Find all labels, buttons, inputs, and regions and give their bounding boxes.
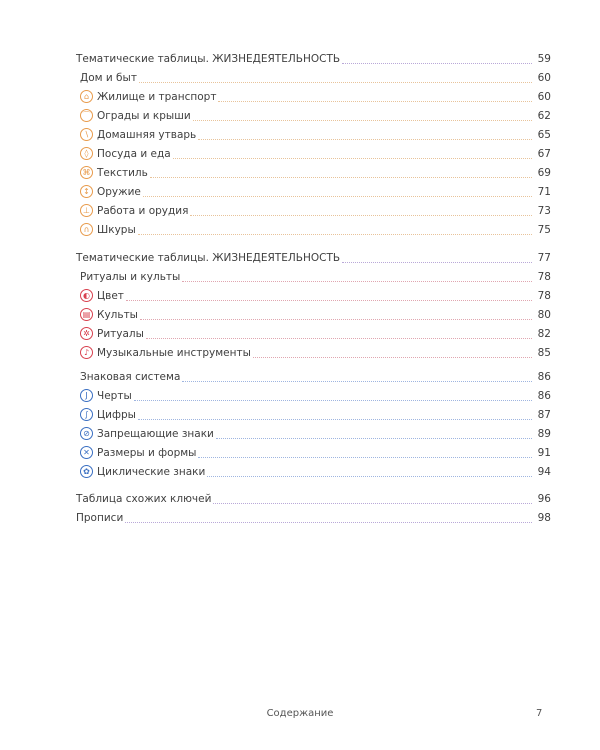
- dot-leader: [182, 281, 532, 282]
- toc-entry-page: 98: [537, 512, 551, 524]
- toc-entry[interactable]: [80, 124, 551, 142]
- page-number: 7: [536, 708, 543, 719]
- toc-entry-page: 60: [537, 72, 551, 84]
- toc-entry[interactable]: [80, 304, 551, 322]
- toc-entry-page: 69: [537, 167, 551, 179]
- toc-entry-label: Музыкальные инструменты: [97, 347, 251, 359]
- house-icon: ⌂: [80, 90, 93, 103]
- dot-leader: [126, 300, 532, 301]
- toc-entry[interactable]: [80, 162, 551, 180]
- toc-entry-page: 71: [537, 186, 551, 198]
- toc-entry-label: Тематические таблицы. ЖИЗНЕДЕЯТЕЛЬНОСТЬ: [76, 252, 341, 264]
- toc-entry-label: Размеры и формы: [97, 447, 197, 459]
- toc-entry[interactable]: [80, 200, 551, 218]
- cult-icon: ▤: [80, 308, 93, 321]
- dot-leader: [198, 457, 532, 458]
- dot-leader: [138, 234, 532, 235]
- textile-icon: ⌘: [80, 166, 93, 179]
- toc-entry-page: 87: [537, 409, 551, 421]
- dot-leader: [216, 438, 532, 439]
- cycle-icon: ✿: [80, 465, 93, 478]
- toc-entry-section[interactable]: [76, 488, 551, 506]
- toc-entry[interactable]: [80, 219, 551, 237]
- toc-entry-page: 85: [537, 347, 551, 359]
- dot-leader: [173, 158, 532, 159]
- toc-entry[interactable]: [80, 404, 551, 422]
- work-tool-icon: ⊥: [80, 204, 93, 217]
- toc-entry-label: Черты: [97, 390, 132, 402]
- toc-entry[interactable]: [80, 86, 551, 104]
- dot-leader: [150, 177, 532, 178]
- weapon-icon: ↕: [80, 185, 93, 198]
- toc-entry-label: Дом и быт: [80, 72, 137, 84]
- dot-leader: [140, 319, 532, 320]
- toc-entry[interactable]: [80, 423, 551, 441]
- toc-entry[interactable]: [80, 323, 551, 341]
- toc-entry-label: Запрещающие знаки: [97, 428, 214, 440]
- toc-entry-page: 89: [537, 428, 551, 440]
- toc-entry[interactable]: [80, 105, 551, 123]
- toc-entry-section[interactable]: [76, 507, 551, 525]
- toc-entry[interactable]: [80, 181, 551, 199]
- dot-leader: [342, 63, 532, 64]
- toc-entry-page: 96: [537, 493, 551, 505]
- dot-leader: [193, 120, 532, 121]
- toc-entry-page: 77: [537, 252, 551, 264]
- color-icon: ◐: [80, 289, 93, 302]
- toc-entry-label: Текстиль: [97, 167, 148, 179]
- toc-entry-label: Ограды и крыши: [97, 110, 191, 122]
- toc-entry-section[interactable]: [76, 48, 551, 66]
- toc-entry-label: Ритуалы и культы: [80, 271, 181, 283]
- toc-entry-label: Домашняя утварь: [97, 129, 197, 141]
- dot-leader: [134, 400, 532, 401]
- toc-entry-subsection[interactable]: [80, 67, 551, 85]
- fence-icon: ⌒: [80, 109, 93, 122]
- toc-entry-page: 78: [537, 271, 551, 283]
- toc-entry-label: Цифры: [97, 409, 136, 421]
- toc-entry-label: Жилище и транспорт: [97, 91, 217, 103]
- toc-entry-page: 86: [537, 390, 551, 402]
- toc-entry-page: 82: [537, 328, 551, 340]
- toc-entry[interactable]: [80, 442, 551, 460]
- dot-leader: [213, 503, 532, 504]
- toc-entry-label: Прописи: [76, 512, 124, 524]
- toc-entry-label: Шкуры: [97, 224, 136, 236]
- dot-leader: [138, 419, 532, 420]
- dot-leader: [146, 338, 532, 339]
- toc-entry-label: Ритуалы: [97, 328, 144, 340]
- dot-leader: [125, 522, 532, 523]
- toc-entry[interactable]: [80, 285, 551, 303]
- dot-leader: [139, 82, 532, 83]
- dot-leader: [190, 215, 532, 216]
- toc-entry-page: 78: [537, 290, 551, 302]
- toc-entry-label: Работа и орудия: [97, 205, 189, 217]
- toc-entry[interactable]: [80, 385, 551, 403]
- toc-entry-label: Циклические знаки: [97, 466, 206, 478]
- toc-entry[interactable]: [80, 143, 551, 161]
- footer-title: Содержание: [266, 708, 334, 719]
- toc-entry-page: 75: [537, 224, 551, 236]
- toc-entry-label: Цвет: [97, 290, 124, 302]
- dot-leader: [342, 262, 532, 263]
- toc-entry-page: 60: [537, 91, 551, 103]
- dot-leader: [182, 381, 532, 382]
- dot-leader: [207, 476, 532, 477]
- toc-entry-page: 65: [537, 129, 551, 141]
- dot-leader: [198, 139, 532, 140]
- toc-entry-page: 94: [537, 466, 551, 478]
- toc-entry-label: Культы: [97, 309, 138, 321]
- tool-icon: ∖: [80, 128, 93, 141]
- toc-entry-page: 91: [537, 447, 551, 459]
- toc-entry[interactable]: [80, 461, 551, 479]
- toc-entry-page: 59: [537, 53, 551, 65]
- hide-icon: ∩: [80, 223, 93, 236]
- toc-entry-label: Тематические таблицы. ЖИЗНЕДЕЯТЕЛЬНОСТЬ: [76, 53, 341, 65]
- toc-entry-section[interactable]: [76, 247, 551, 265]
- toc-entry-page: 86: [537, 371, 551, 383]
- toc-entry-label: Знаковая система: [80, 371, 181, 383]
- dot-leader: [143, 196, 532, 197]
- ritual-icon: ✲: [80, 327, 93, 340]
- music-instrument-icon: ♪: [80, 346, 93, 359]
- shapes-icon: ✕: [80, 446, 93, 459]
- toc-entry-label: Посуда и еда: [97, 148, 171, 160]
- toc-entry-subsection[interactable]: [80, 266, 551, 284]
- dot-leader: [253, 357, 532, 358]
- dot-leader: [218, 101, 532, 102]
- toc-entry-label: Оружие: [97, 186, 141, 198]
- pot-icon: ◊: [80, 147, 93, 160]
- prohibition-icon: ⊘: [80, 427, 93, 440]
- toc-entry-subsection[interactable]: [80, 366, 551, 384]
- toc-entry[interactable]: [80, 342, 551, 360]
- digits-icon: ∫: [80, 408, 93, 421]
- toc-entry-label: Таблица схожих ключей: [76, 493, 212, 505]
- toc-entry-page: 62: [537, 110, 551, 122]
- toc-entry-page: 73: [537, 205, 551, 217]
- toc-entry-page: 80: [537, 309, 551, 321]
- stroke-icon: J: [80, 389, 93, 402]
- toc-entry-page: 67: [537, 148, 551, 160]
